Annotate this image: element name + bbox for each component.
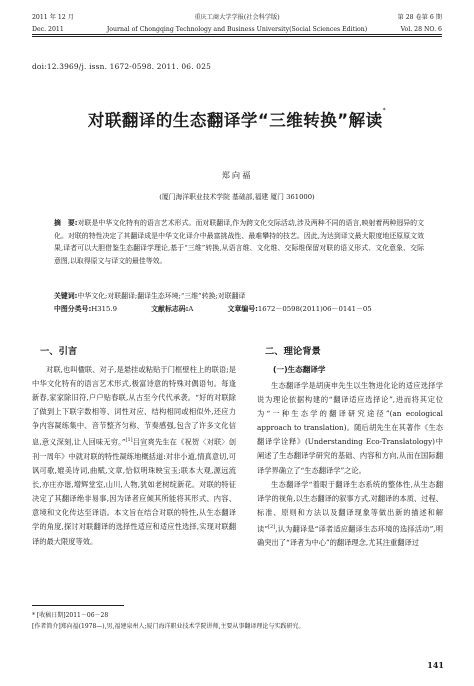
header-date-cn: 2011 年 12 月 [32, 14, 74, 21]
abstract-text: 对联是中华文化特有的语言艺术形式。而对联翻译,作为跨文化交际活动,涉及两种不同的语言,映射着两种迥异的文化。对联的特性决定了其翻译成是中华文化译介中最富挑战性、最难攀持的技艺。因此,为达到译文最大限度地还原原文效果,译者可以大胆借鉴生态翻译学理论,基于“三维”转换,从语言维、文化维、交际维保留对联的语义形式、文化意象、交际意图,以取得原文与译文的最佳等效。 [54, 219, 424, 265]
page-number: 141 [427, 660, 444, 670]
header-journal-cn: 重庆工商大学学报(社会科学版) [194, 14, 280, 21]
citation-mark: [1] [125, 437, 133, 444]
paper-title-text: 对联翻译的生态翻译学“三维转换”解读 [87, 111, 383, 130]
abstract [54, 217, 424, 267]
clc-label: 中图分类号: [54, 305, 92, 313]
keywords-text: 中华文化;对联翻译;翻译生态环境;“三维”转换;对联翻译 [77, 292, 246, 300]
body-text: 生态翻译学“着眼于翻译生态系统的整体性,从生态翻译学的视角,以生态翻译的叙事方式,对翻译的本质、过程、标准、原则和方法以及翻译现象等做出新的描述和解读” [257, 479, 443, 534]
clc-value: H315.9 [91, 305, 117, 313]
classification-line [54, 303, 434, 316]
footnote-received: * [收稿日期]2011－06－28 [32, 612, 109, 619]
footnote-author-bio: [作者简介]郑向福(1978—),男,福建泉州人;厦门海洋职业技术学院讲师,主要从事翻译理论与实践研究。 [32, 623, 305, 630]
body-text: ,认为翻译是“译者适应翻译生态环境的选择活动”,明确突出了“译者为中心”的翻译理念,尤其注重翻译过 [257, 524, 443, 548]
running-header [32, 13, 442, 47]
right-column [257, 340, 443, 551]
article-no-label: 文章编号: [227, 305, 258, 313]
article-no-value: 1672－0598(2011)06－0141－05 [257, 305, 372, 313]
doc-code-value: A [188, 305, 194, 313]
section-heading-theory: 二、理论背景 [265, 346, 321, 357]
body-paragraph: 生态翻译学是胡庚申先生以生物进化论的适应选择学说为理论依据构建的“翻译适应选择论”,进而将其定位为“一种生态学的翻译研究途径”(an ecological approach to translation)。随后胡先生在其著作《生态翻译学诠释》(Understanding Eco-Translatology)中阐述了生态翻译学研究的基础、内容和方向,从而在国际翻译学界确立了“生态翻译学”之论。 [257, 381, 443, 475]
footnote-marker: * [32, 612, 35, 619]
affiliation: (厦门海洋职业技术学院 基础部,福建 厦门 361000) [159, 193, 315, 201]
footnotes [32, 610, 452, 632]
header-volume-cn: 第 28 卷第 6 期 [397, 14, 442, 21]
body-paragraph [32, 363, 236, 549]
doc-code-label: 文献标志码: [151, 305, 189, 313]
paper-title [0, 107, 474, 131]
keywords [54, 290, 424, 303]
header-date-en: Dec. 2011 [32, 26, 64, 33]
header-rule-thin [32, 36, 442, 37]
header-rule [32, 34, 442, 35]
footnote-rule [32, 605, 124, 606]
title-footnote-mark: * [382, 107, 387, 114]
body-paragraph [257, 478, 443, 551]
doi[interactable]: doi:12.3969/j. issn. 1672-0598. 2011. 06. 025 [32, 62, 212, 71]
header-journal-en: Journal of Chongqing Technology and Business University(Social Sciences Edition) [106, 26, 368, 33]
subsection-heading: (一)生态翻译学 [273, 365, 326, 374]
body-text: 对联,也叫楹联、对子,是悬挂或粘贴于门框壁柱上的联语;是中华文化特有的语言艺术形式,极富诗意的特殊对偶语句。每逢新春,家家除旧符,户户贴春联,从古至今代代承袭。“好的对联除了做到上下联字数相等、词性对应、结构相同或相似外,还应力争内容凝练集中、音节整齐匀称、节奏感强,包含了许多文化信息,意义深刻,让人回味无穷。” [32, 365, 236, 447]
keywords-label: 关键词: [54, 292, 78, 300]
section-heading-intro: 一、引言 [40, 346, 78, 357]
citation-mark: [2] [268, 523, 276, 530]
header-volume-en: Vol. 28 NO. 6 [400, 26, 442, 33]
abstract-label: 摘 要: [54, 219, 78, 227]
author: 郑向福 [221, 170, 253, 180]
left-column [32, 340, 236, 549]
body-text: 吕宣爽先生在《祝贺〈对联〉创刊一周年》中就对联的特性凝练地概括道:对非小道,情真意切,可讽可歌,媲美诗词,曲赋,文章,恰似明珠映宝玉;联本大观,源远流长,亦庄亦谐,增辉堂室,山川,人物,犹如老树绽新花。对联的特征决定了其翻译绝非易事,因为译者应倾其所能将其形式、内容、意境和文化传达至译语。本文旨在结合对联的特性,从生态翻译学的角度,探讨对联翻译的选择性适应和适应性选择,实现对联翻译的最大限度等效。 [32, 437, 236, 546]
